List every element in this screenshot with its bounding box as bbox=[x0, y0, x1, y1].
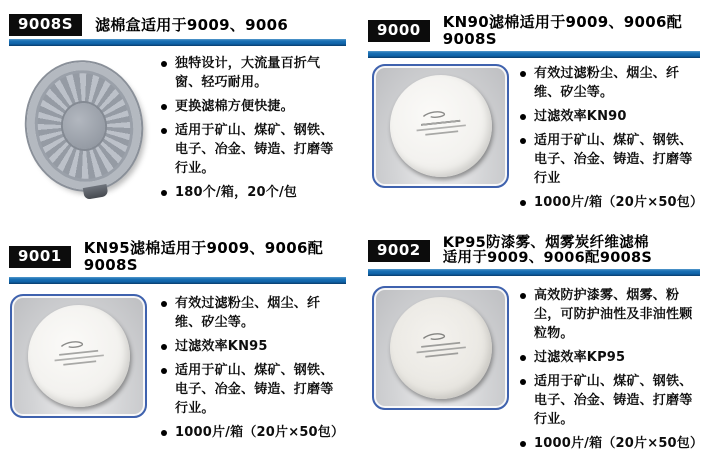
product-body bbox=[9, 294, 346, 447]
filter-pad-print bbox=[406, 105, 475, 148]
feature-item bbox=[518, 64, 698, 102]
product-image-area bbox=[9, 294, 159, 418]
feature-text: 过滤效率KP95 bbox=[534, 350, 626, 365]
feature-list bbox=[518, 286, 703, 458]
feature-text: 适用于矿山、煤矿、钢铁、电子、冶金、铸造、打磨等行业。 bbox=[175, 363, 334, 416]
filter-pad-photo-box bbox=[10, 294, 147, 418]
feature-text: 有效过滤粉尘、烟尘、纤维、矽尘等。 bbox=[534, 66, 680, 100]
feature-text: 过滤效率KN95 bbox=[175, 339, 268, 354]
feature-list bbox=[159, 294, 346, 447]
feature-text: 适用于矿山、煤矿、钢铁、电子、冶金、铸造、打磨等行业。 bbox=[534, 374, 693, 427]
product-body bbox=[368, 64, 703, 217]
header-underline bbox=[9, 277, 346, 284]
feature-text: 适用于矿山、煤矿、钢铁、电子、冶金、铸造、打磨等行业。 bbox=[175, 123, 334, 176]
product-title bbox=[95, 17, 288, 34]
feature-item bbox=[518, 286, 698, 343]
product-header bbox=[9, 240, 346, 284]
feature-text: 独特设计，大流量百折气窗、轻巧耐用。 bbox=[175, 56, 321, 90]
feature-text: 有效过滤粉尘、烟尘、纤维、矽尘等。 bbox=[175, 296, 321, 330]
feature-item bbox=[518, 348, 698, 367]
product-card-9002 bbox=[350, 230, 703, 451]
product-code-badge: 9000 bbox=[368, 20, 430, 42]
product-title-line2: 适用于9009、9006配9008S bbox=[442, 250, 653, 266]
filter-box-image bbox=[17, 53, 151, 199]
feature-item bbox=[159, 97, 344, 116]
feature-item bbox=[159, 183, 344, 202]
product-header-row bbox=[9, 14, 346, 36]
feature-text: 过滤效率KN90 bbox=[534, 109, 627, 124]
product-title-line1: KN95滤棉适用于9009、9006配9008S bbox=[83, 239, 323, 274]
product-header-row bbox=[9, 240, 346, 274]
feature-item bbox=[159, 54, 344, 92]
product-title-line1: KP95防漆雾、烟雾炭纤维滤棉 bbox=[442, 235, 649, 251]
product-header bbox=[368, 14, 700, 58]
feature-item bbox=[518, 434, 703, 453]
product-title bbox=[443, 236, 652, 266]
filter-pad-image bbox=[22, 300, 134, 412]
product-code-badge: 9008S bbox=[9, 14, 82, 36]
feature-item bbox=[159, 361, 344, 418]
product-header bbox=[368, 236, 700, 276]
product-title-line1: 滤棉盒适用于9009、9006 bbox=[95, 15, 289, 34]
feature-list bbox=[518, 64, 703, 217]
product-header bbox=[9, 14, 346, 46]
feature-text: 180个/箱，20个/包 bbox=[175, 185, 298, 200]
feature-text: 高效防护漆雾、烟雾、粉尘，可防护油性及非油性颗粒物。 bbox=[534, 288, 693, 341]
product-image-area bbox=[368, 64, 518, 188]
product-body bbox=[9, 54, 346, 207]
feature-item bbox=[518, 107, 698, 126]
product-title bbox=[443, 14, 700, 48]
product-card-9000 bbox=[350, 0, 703, 230]
feature-item bbox=[518, 372, 698, 429]
feature-item bbox=[159, 423, 344, 442]
product-title-line1: KN90滤棉适用于9009、9006配9008S bbox=[442, 13, 682, 48]
filter-pad-photo-box bbox=[372, 286, 509, 410]
filter-pad-print bbox=[44, 335, 113, 378]
header-underline bbox=[368, 269, 700, 276]
feature-item bbox=[159, 337, 344, 356]
product-body bbox=[368, 286, 703, 458]
filter-pad-image bbox=[384, 70, 496, 182]
feature-item bbox=[518, 193, 703, 212]
header-underline bbox=[368, 51, 700, 58]
filter-pad-print bbox=[406, 327, 475, 370]
feature-text: 更换滤棉方便快捷。 bbox=[175, 99, 294, 114]
product-card-9001 bbox=[0, 230, 350, 440]
product-header-row bbox=[368, 236, 700, 266]
product-code-badge: 9001 bbox=[9, 246, 71, 268]
product-image-area bbox=[9, 54, 159, 190]
product-header-row bbox=[368, 14, 700, 48]
feature-list bbox=[159, 54, 346, 207]
filter-pad-photo-box bbox=[372, 64, 509, 188]
filter-pad-image bbox=[384, 292, 496, 404]
product-image-area bbox=[368, 286, 518, 410]
feature-text: 1000片/箱（20片×50包） bbox=[534, 195, 703, 210]
header-underline bbox=[9, 39, 346, 46]
feature-text: 1000片/箱（20片×50包） bbox=[534, 436, 703, 451]
product-card-9008s bbox=[0, 0, 350, 230]
feature-text: 适用于矿山、煤矿、钢铁、电子、冶金、铸造、打磨等行业 bbox=[534, 133, 693, 186]
product-title bbox=[84, 240, 346, 274]
product-code-badge: 9002 bbox=[368, 240, 430, 262]
feature-item bbox=[518, 131, 698, 188]
feature-item bbox=[159, 294, 344, 332]
feature-item bbox=[159, 121, 344, 178]
feature-text: 1000片/箱（20片×50包） bbox=[175, 425, 345, 440]
